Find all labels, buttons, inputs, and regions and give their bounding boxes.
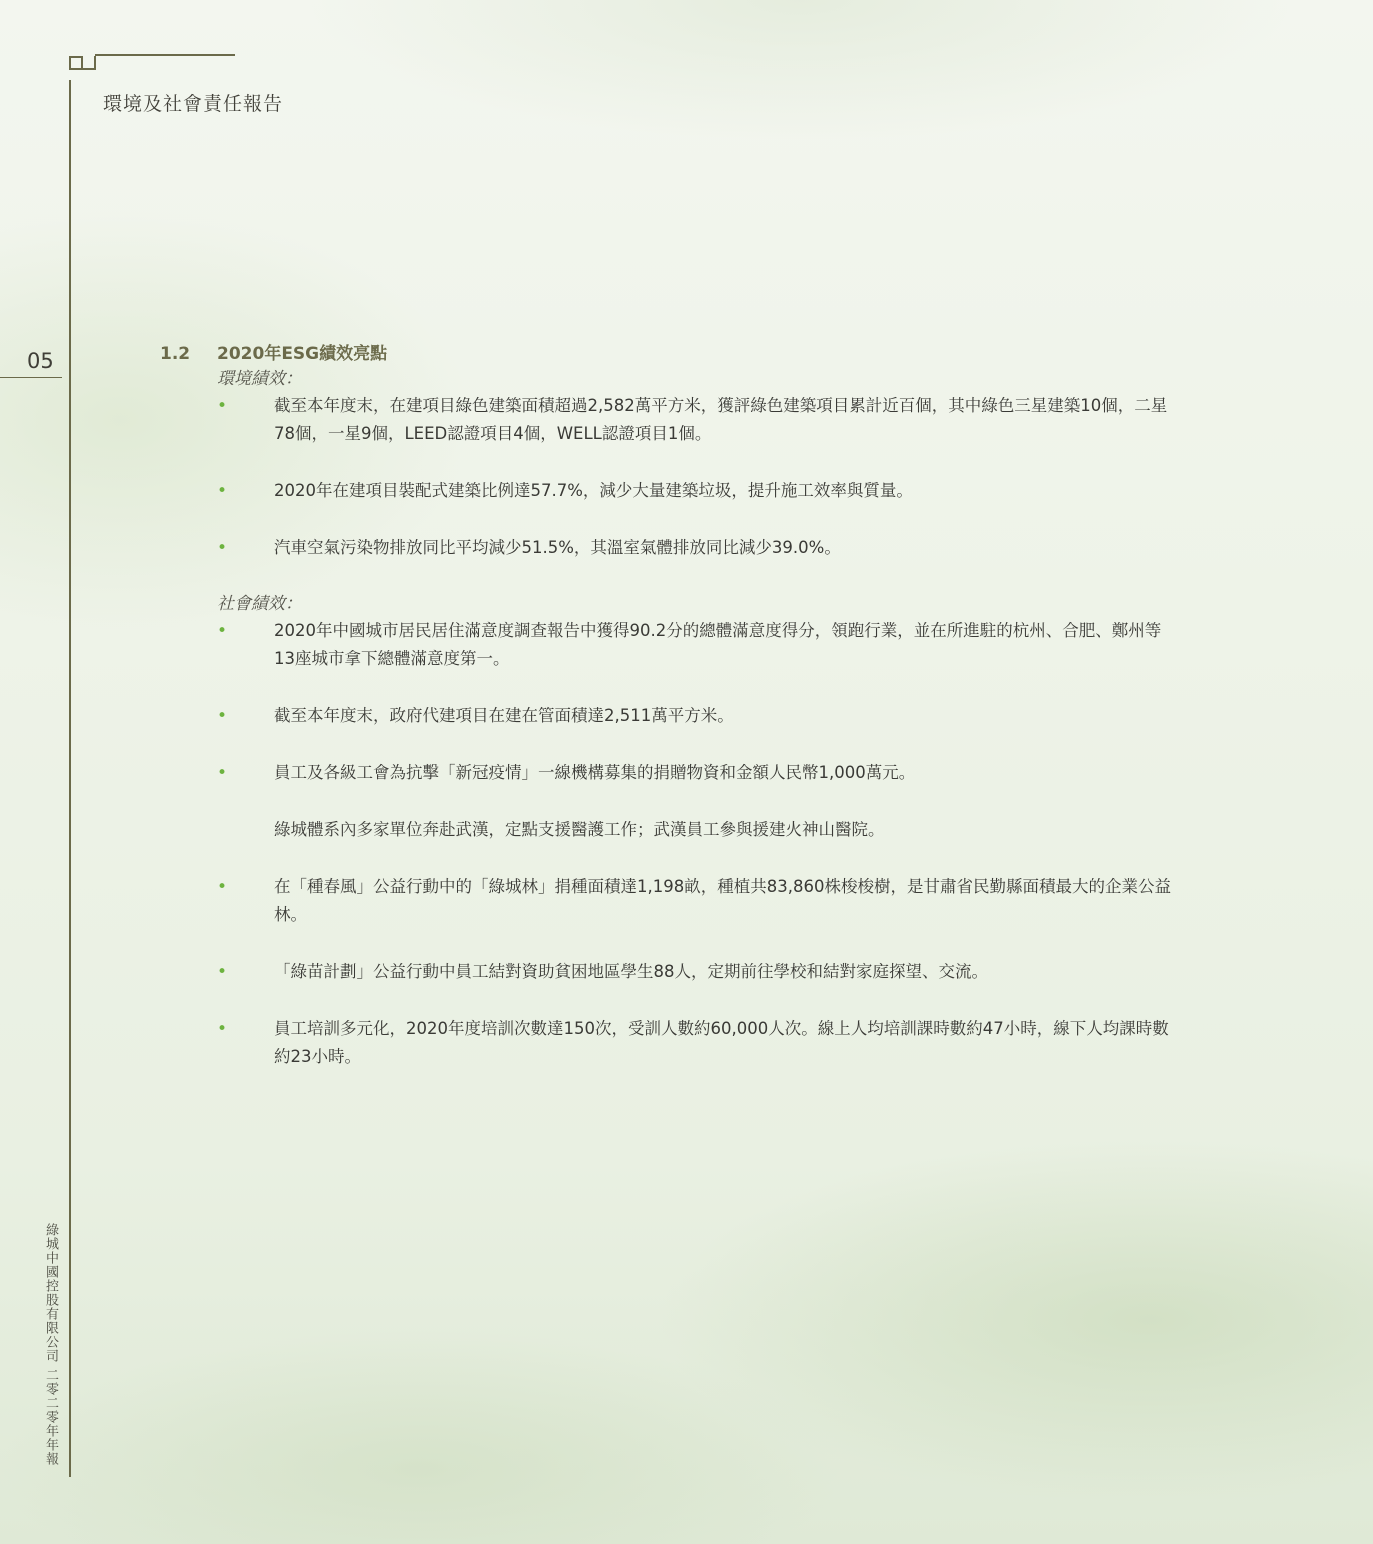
list-item (160, 534, 1174, 562)
page-number: 05 (27, 349, 54, 373)
bullet-icon: • (217, 763, 228, 783)
bullet-icon: • (217, 396, 228, 416)
bullet-icon: • (217, 1019, 228, 1039)
bullet-icon: • (217, 706, 228, 726)
report-title: 環境及社會責任報告 (103, 93, 284, 115)
list-item (160, 958, 1174, 986)
list-item-text: 員工及各級工會為抗擊「新冠疫情」一線機構募集的捐贈物資和金額人民幣1,000萬元。 (274, 763, 916, 782)
section-title: 2020年ESG績效亮點 (217, 344, 388, 364)
social-list (160, 617, 1190, 1071)
frame-corner-ornament-2 (82, 56, 96, 70)
social-heading: 社會績效： (217, 594, 302, 614)
bullet-icon: • (217, 481, 228, 501)
list-item (160, 392, 1174, 448)
list-item-text: 「綠苗計劃」公益行動中員工結對資助貧困地區學生88人，定期前往學校和結對家庭探望、交流。 (274, 962, 988, 981)
list-item (160, 759, 1174, 787)
environment-heading: 環境績效： (217, 369, 302, 389)
page-number-rule (0, 377, 62, 378)
list-item (160, 816, 1174, 844)
list-item (160, 873, 1174, 929)
list-item-text: 綠城體系內多家單位奔赴武漢，定點支援醫護工作；武漢員工參與援建火神山醫院。 (274, 820, 885, 839)
list-item (160, 477, 1174, 505)
list-item-text: 在「種春風」公益行動中的「綠城林」捐種面積達1,198畝，種植共83,860株梭梭樹，是甘肅省民勤縣面積最大的企業公益林。 (274, 877, 1171, 924)
list-item (160, 617, 1174, 673)
list-item (160, 702, 1174, 730)
section-number: 1.2 (160, 344, 191, 364)
list-item-text: 汽車空氣污染物排放同比平均減少51.5%，其溫室氣體排放同比減少39.0%。 (274, 538, 841, 557)
list-item-text: 員工培訓多元化，2020年度培訓次數達150次，受訓人數約60,000人次。線上人均培訓課時數約47小時，線下人均課時數約23小時。 (274, 1019, 1169, 1066)
list-item-text: 2020年在建項目裝配式建築比例達57.7%，減少大量建築垃圾，提升施工效率與質量。 (274, 481, 913, 500)
list-item-text: 2020年中國城市居民居住滿意度調查報告中獲得90.2分的總體滿意度得分，領跑行業，並在所進駐的杭州、合肥、鄭州等13座城市拿下總體滿意度第一。 (274, 621, 1162, 668)
bullet-icon: • (217, 621, 228, 641)
frame-top-rule (95, 54, 235, 56)
esg-highlights-section (160, 342, 1190, 1071)
environment-list (160, 392, 1190, 562)
bullet-icon: • (217, 538, 228, 558)
frame-corner-ornament (69, 56, 83, 70)
sidebar-company-report: 綠城中國控股有限公司 二零二零年年報 (43, 1223, 58, 1467)
bullet-icon: • (217, 877, 228, 897)
frame-vertical-rule (69, 80, 71, 1477)
list-item (160, 1015, 1174, 1071)
section-heading (160, 342, 1190, 366)
list-item-text: 截至本年度末，在建項目綠色建築面積超過2,582萬平方米，獲評綠色建築項目累計近百個，其中綠色三星建築10個，二星78個，一星9個，LEED認證項目4個，WELL認證項目1個。 (274, 396, 1168, 443)
bullet-icon: • (217, 962, 228, 982)
list-item-text: 截至本年度末，政府代建項目在建在管面積達2,511萬平方米。 (274, 706, 734, 725)
